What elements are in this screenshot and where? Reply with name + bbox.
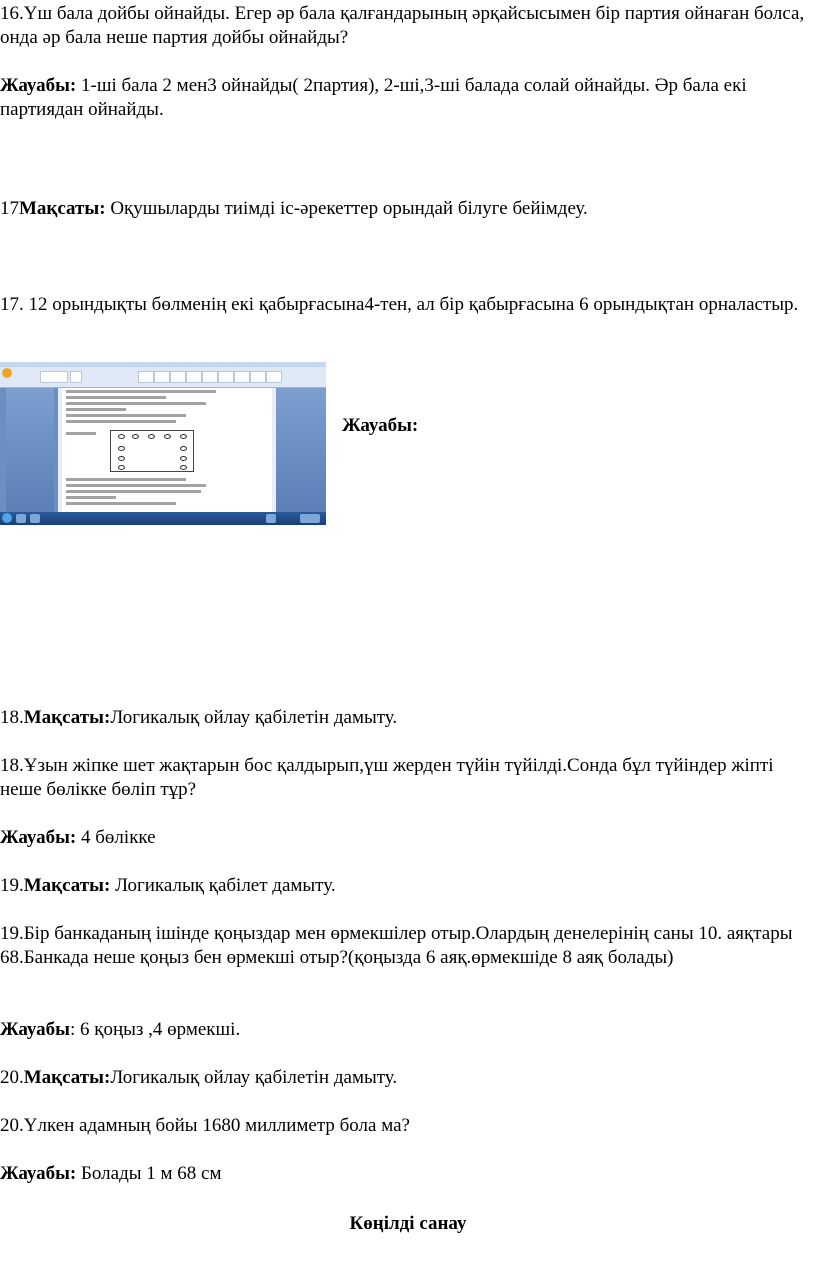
q20-answer (0, 1162, 806, 1186)
style-box (154, 371, 170, 383)
q17-answer-label (342, 414, 418, 438)
text-line (66, 490, 201, 493)
answer-text: : 6 қоңыз ,4 өрмекші. (69, 1019, 241, 1040)
style-box (202, 371, 218, 383)
section-title-text: Көңілді санау (349, 1213, 467, 1234)
text-line (66, 408, 126, 411)
goal-number: 18. (0, 707, 24, 728)
q20-question: 20.Үлкен адамның бойы 1680 миллиметр бола ма? (0, 1115, 410, 1136)
goal-text: Логикалық қабілет дамыту. (110, 875, 336, 896)
text-line (66, 396, 166, 399)
q19-answer (0, 1018, 806, 1042)
style-box (218, 371, 234, 383)
chair-mark (118, 465, 125, 470)
chair-mark (118, 456, 125, 461)
q18-goal (0, 706, 806, 730)
goal-text: Логикалық ойлау қабілетін дамыту. (110, 1067, 398, 1088)
text-line (66, 402, 206, 405)
chair-mark (118, 434, 125, 439)
style-box (250, 371, 266, 383)
goal-label: Мақсаты: (23, 1067, 111, 1088)
office-button-icon (2, 368, 12, 378)
answer-label: Жауабы: (342, 415, 419, 436)
embedded-word-screenshot (0, 362, 326, 525)
style-box (266, 371, 282, 383)
goal-number: 20. (0, 1067, 24, 1088)
answer-text: 4 бөлікке (76, 827, 156, 848)
style-box (234, 371, 250, 383)
text-line (66, 420, 176, 423)
q20-goal (0, 1066, 806, 1090)
chair-mark (180, 434, 187, 439)
answer-text: Болады 1 м 68 см (76, 1163, 222, 1184)
chair-mark (164, 434, 171, 439)
start-button-icon (2, 513, 12, 523)
left-margin-gradient (6, 388, 54, 512)
chair-mark (180, 446, 187, 451)
text-line (66, 414, 186, 417)
q18-question: 18.Ұзын жіпке шет жақтарын бос қалдырып,үш жерден түйін түйілді.Сонда бұл түйіндер жіпті неше бөлікке бөліп тұр? (0, 755, 774, 800)
style-box (170, 371, 186, 383)
q19-question: 19.Бір банкаданың ішінде қоңыздар мен өрмекшілер отыр.Олардың денелерінің саны 10. аяқтары 68.Банкада неше қоңыз бен өрмекші отыр?(қоңызда 6 аяқ.өрмекшіде 8 аяқ болады) (0, 923, 793, 968)
q17-goal (0, 197, 806, 221)
style-box (138, 371, 154, 383)
taskbar-app-icon (30, 514, 40, 523)
text-line (66, 496, 116, 499)
goal-text: Оқушыларды тиімді іс-әрекеттер орындай білуге бейімдеу. (105, 198, 588, 219)
size-box (70, 371, 82, 383)
goal-label: Мақсаты: (23, 707, 111, 728)
text-line (66, 390, 216, 393)
goal-text: Логикалық ойлау қабілетін дамыту. (110, 707, 398, 728)
document-page (62, 388, 272, 512)
goal-label: Мақсаты: (19, 198, 106, 219)
goal-label: Мақсаты: (23, 875, 111, 896)
taskbar-app-icon (266, 514, 276, 523)
q19-goal (0, 874, 806, 898)
q16-question: 16.Үш бала дойбы ойнайды. Егер әр бала қалғандарының әрқайсысымен бір партия ойнаған болса, онда әр бала неше партия дойбы ойнайды? (0, 3, 805, 48)
chair-mark (180, 465, 187, 470)
goal-number: 19. (0, 875, 24, 896)
goal-number: 17 (0, 198, 19, 219)
right-margin (276, 388, 326, 512)
answer-label: Жауабы: (0, 75, 77, 96)
clock-area (300, 514, 320, 523)
chair-mark (148, 434, 155, 439)
font-box (40, 371, 68, 383)
taskbar-app-icon (16, 514, 26, 523)
section-title (0, 1212, 816, 1236)
text-line (66, 478, 186, 481)
chair-mark (118, 446, 125, 451)
taskbar (0, 512, 326, 525)
text-line (66, 432, 96, 435)
style-box (186, 371, 202, 383)
q16-answer (0, 74, 806, 122)
answer-text: 1-ші бала 2 мен3 ойнайды( 2партия), 2-ші,3-ші балада солай ойнайды. Әр бала екі партиядан ойнайды. (0, 75, 747, 120)
title-bar (0, 362, 326, 367)
q18-answer (0, 826, 806, 850)
chair-mark (132, 434, 139, 439)
answer-label: Жауабы: (0, 827, 77, 848)
q17-question: 17. 12 орындықты бөлменің екі қабырғасына4-тен, ал бір қабырғасына 6 орындықтан орналастыр. (0, 294, 799, 315)
answer-label: Жауабы (0, 1019, 70, 1040)
text-line (66, 484, 206, 487)
text-line (66, 502, 176, 505)
answer-label: Жауабы: (0, 1163, 77, 1184)
chair-mark (180, 456, 187, 461)
